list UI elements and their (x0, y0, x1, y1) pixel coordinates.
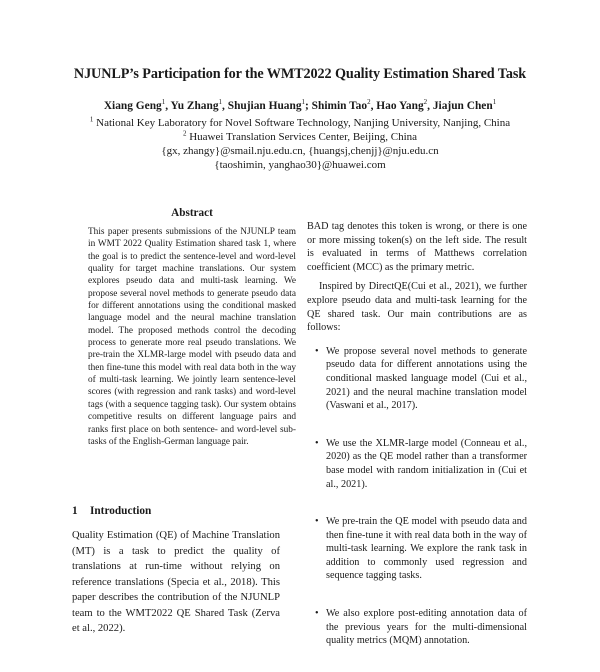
author: Jiajun Chen$^1$ (432, 98, 497, 112)
abstract-heading: Abstract (171, 207, 213, 219)
author: Xiang Geng$^1$, (103, 98, 171, 112)
list-item: • We pre-train the QE model with pseudo data and then fine-tune it with real data both in the way of multi-task learning. We explore the rank task in addition to commonly used regression and sequence tagging tasks. (315, 516, 527, 582)
bullet: • (315, 437, 319, 449)
list-item: • We propose several novel methods to generate pseudo data for different annotations using the conditional masked language model (Cui et al., 2021) and the neural machine translation model (Vaswani et al., 2017). (315, 345, 527, 412)
list-item: • We use the XLMR-large model (Conneau et al., 2020) as the QE model rather than a transformer base model with random initialization in (Cui et al., 2021). (315, 437, 527, 490)
author-email: {taoshimin, yanghao30}@huawei.com (214, 159, 386, 171)
list-item: • We also explore post-editing annotation data of the previous years for the multi-dimensional quality metrics (MQM) annotation. (315, 608, 527, 647)
section-heading: 1 Introduction (72, 505, 152, 517)
affiliation: $^1$ National Key Laboratory for Novel Software Technology, Nanjing University, Nanjing, China (89, 115, 511, 129)
author: Yu Zhang$^1$, (170, 98, 228, 112)
contribution-list (307, 345, 527, 648)
paragraph: BAD tag denotes this token is wrong, or there is one or more missing token(s) on the left side. The result is evaluated in terms of Matthews correlation coefficient (MCC) as the primary metric. (307, 221, 527, 273)
paper-title: NJUNLP’s Participation for the WMT2022 Quality Estimation Shared Task (73, 66, 527, 82)
abstract-text: This paper presents submissions of the NJUNLP team in WMT 2022 Quality Estimation shared task 1, where the goal is to predict the sentence-level and word-level quality for target machine translations. Our system explores pseudo data and multi-task learning. We propose several novel methods to generate pseudo data for different annotations using the conditional masked language model and the neural machine translation model. The proposed methods control the decoding process to generate more real pseudo translations. We pre-train the XLMR-large model with pseudo data and then fine-tune this model with real data both in the way of multi-task learning. We jointly learn sentence-level scores (with regression and rank tasks) and word-level tags (with a sequence tagging task). Our system obtains competitive results on different language pairs and ranks first place on both sentence- and word-level sub-tasks of the English-German language pair. (88, 227, 296, 447)
author-email: {gx, zhangy}@smail.nju.edu.cn, {huangsj,chenjj}@nju.edu.cn (161, 145, 439, 157)
author-list (0, 100, 600, 112)
bullet: • (315, 345, 319, 357)
bullet: • (315, 608, 319, 620)
author: Hao Yang$^2$, (376, 98, 433, 112)
introduction-text: Quality Estimation (QE) of Machine Translation (MT) is a task to predict the quality of translations at run-time without relying on reference translations (Specia et al., 2018). This paper describes the contribution of the NJUNLP team to the WMT2022 QE Shared Task (Zerva et al., 2022). (72, 530, 280, 634)
right-column (307, 220, 527, 672)
affiliation: $^2$ Huawei Translation Services Center, Beijing, China (182, 129, 418, 143)
paragraph: Inspired by DirectQE(Cui et al., 2021), we further explore pseudo data and multi-task learning for the QE shared task. Our main contributions are as follows: (307, 281, 527, 334)
bullet: • (315, 516, 319, 528)
author: Shimin Tao$^2$, (311, 98, 377, 112)
author: Shujian Huang$^1$; (227, 98, 312, 112)
